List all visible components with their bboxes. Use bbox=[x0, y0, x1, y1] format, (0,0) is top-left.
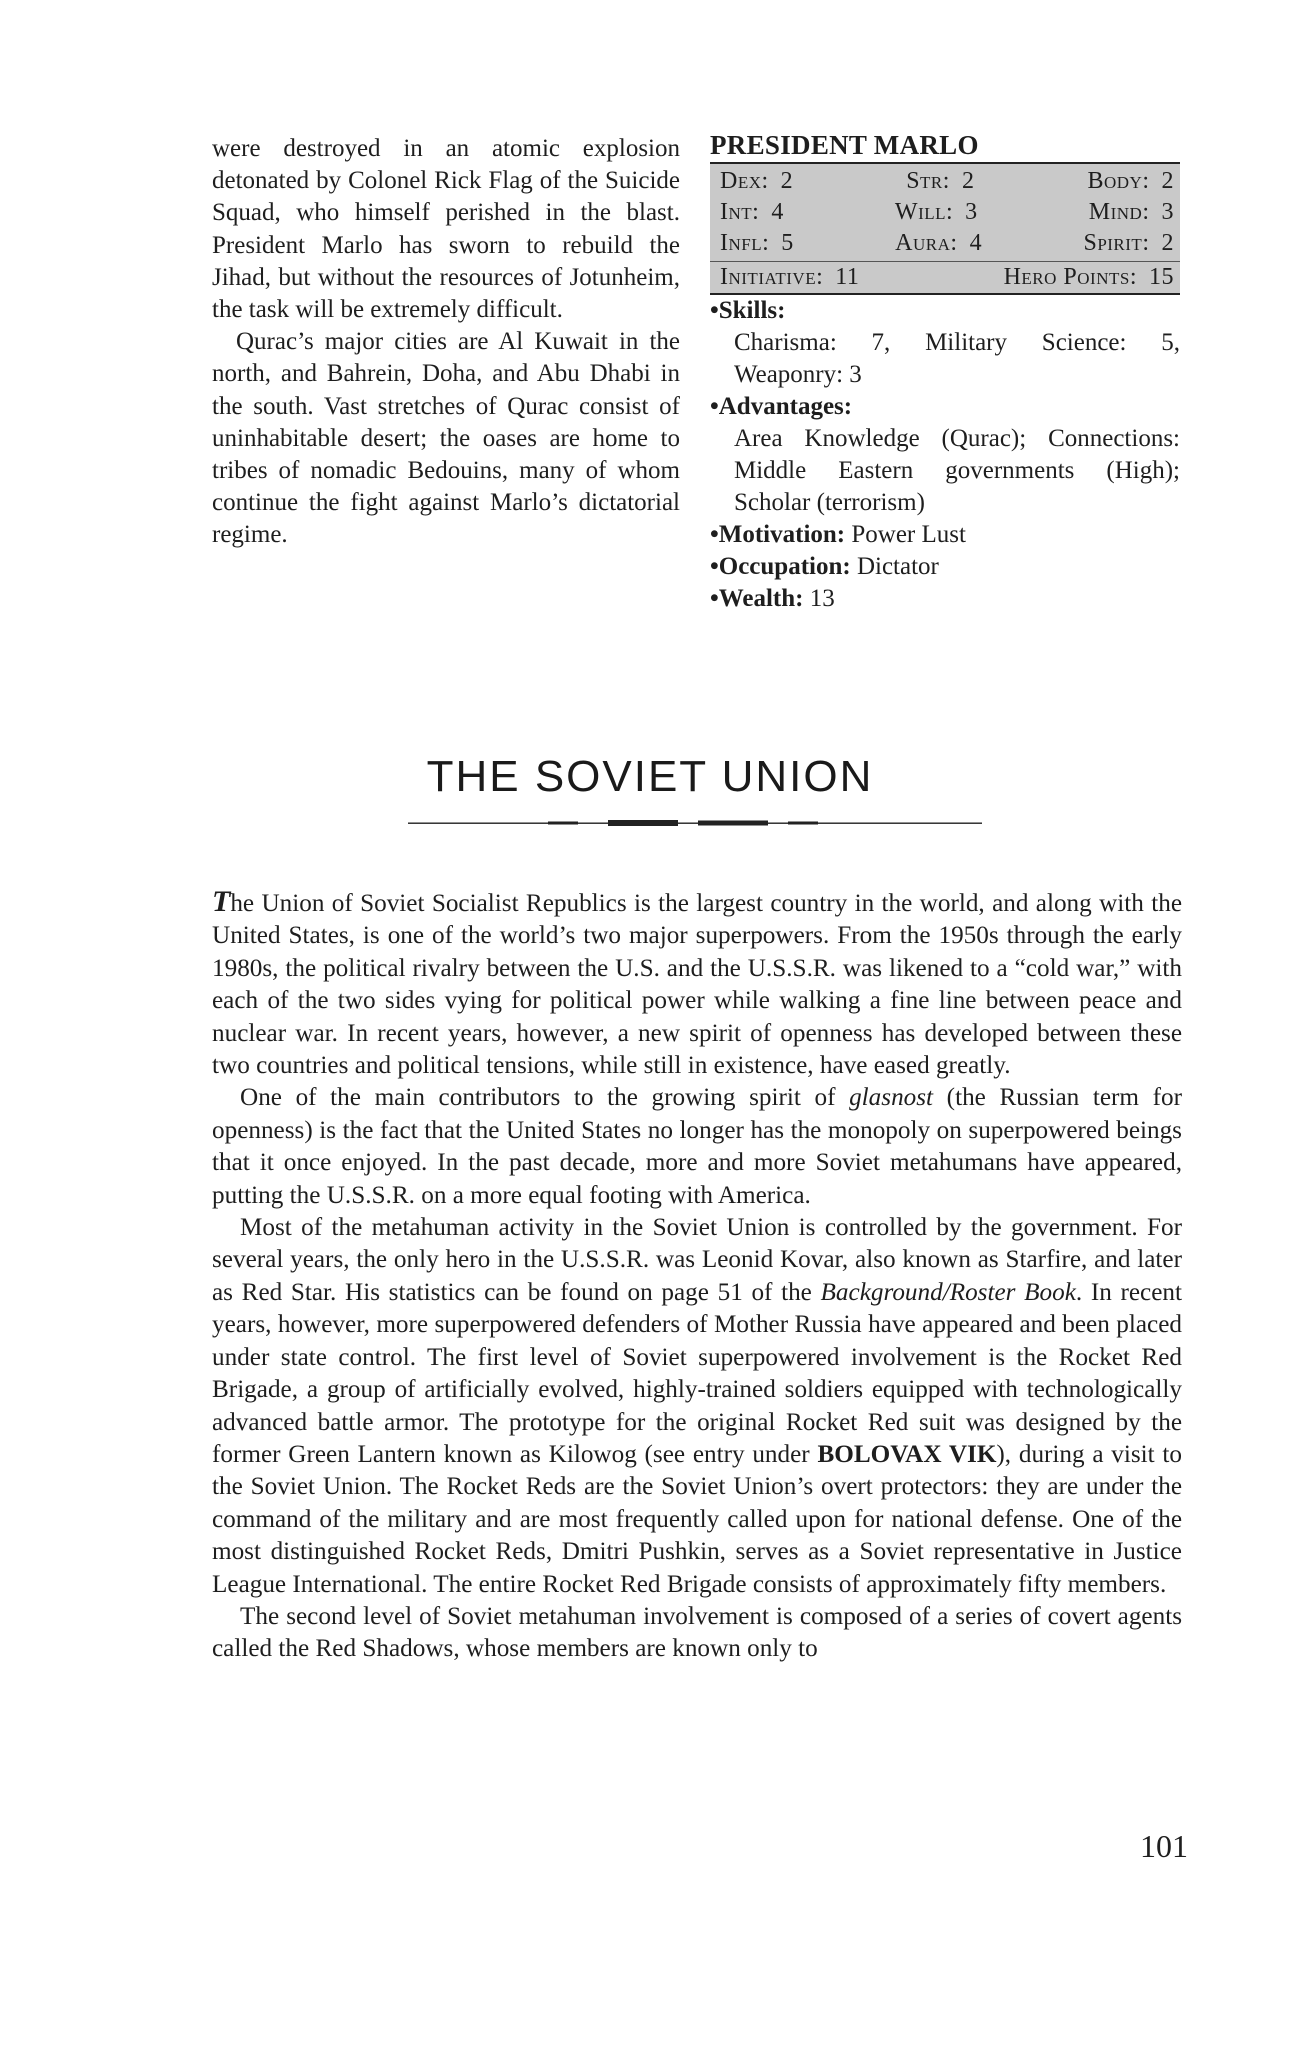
stat-label-mind: Mind: bbox=[1088, 199, 1150, 225]
stat-value-infl: 5 bbox=[781, 230, 794, 256]
stat-value-initiative: 11 bbox=[835, 264, 860, 290]
stat-row-mystical bbox=[710, 228, 1180, 259]
wealth-label: •Wealth: bbox=[710, 585, 804, 612]
page-number: 101 bbox=[1140, 1828, 1188, 1864]
stat-label-int: Int: bbox=[720, 199, 760, 225]
motivation-label: •Motivation: bbox=[710, 521, 846, 548]
stat-label-str: Str: bbox=[906, 168, 950, 194]
stat-label-dex: Dex: bbox=[720, 168, 769, 194]
stat-row-mental bbox=[710, 197, 1180, 228]
stat-value-hero-points: 15 bbox=[1149, 264, 1174, 290]
stat-label-body: Body: bbox=[1087, 168, 1150, 194]
stat-value-will: 3 bbox=[965, 199, 978, 225]
stat-row-initiative bbox=[710, 261, 1180, 293]
drop-cap: T bbox=[212, 885, 231, 918]
stat-value-dex: 2 bbox=[780, 168, 794, 194]
stat-value-aura: 4 bbox=[969, 230, 983, 256]
npc-details bbox=[710, 295, 1180, 615]
stat-value-mind: 3 bbox=[1161, 199, 1174, 225]
stat-label-infl: Infl: bbox=[720, 230, 770, 256]
main-paragraph-4: The second level of Soviet metahuman involvement is composed of a series of covert agents called the Red Shadows, whose members are known only to bbox=[212, 1602, 1182, 1663]
stat-value-spirit: 2 bbox=[1161, 230, 1174, 256]
stat-table bbox=[710, 162, 1180, 295]
stat-label-hero-points: Hero Points: bbox=[1003, 264, 1137, 290]
main-paragraph-3: Most of the metahuman activity in the Soviet Union is controlled by the government. For several years, the only hero in the U.S.S.R. was Leonid Kovar, also known as Starfire, and later as Red Star. His statistics can be found on page 51 of the Background/Roster Book. In recent years, however, more superpowered defenders of Mother Russia have appeared and been placed under state control. The first level of Soviet superpowered involvement is the Rocket Red Brigade, a group of artificially evolved, highly-trained soldiers equipped with technologically advanced battle armor. The prototype for the original Rocket Red suit was designed by the former Green Lantern known as Kilowog (see entry under BOLOVAX VIK), during a visit to the Soviet Union. The Rocket Reds are the Soviet Union’s overt protectors: they are under the command of the military and are most frequently called upon for national defense. One of the most distinguished Rocket Reds, Dmitri Pushkin, serves as a Soviet representative in Justice League International. The entire Rocket Red Brigade consists of approximately fifty members. bbox=[212, 1214, 1183, 1598]
decorative-title-rule bbox=[408, 820, 982, 826]
main-paragraph-2: One of the main contributors to the growing spirit of glasnost (the Russian term for openness) is the fact that the United States no longer has the monopoly on superpowered beings that it once enjoyed. In the past decade, more and more Soviet metahumans have appeared, putting the U.S.S.R. on a more equal footing with America. bbox=[212, 1084, 1182, 1209]
stat-label-initiative: Initiative: bbox=[720, 264, 824, 290]
occupation-label: •Occupation: bbox=[710, 553, 851, 580]
stat-label-will: Will: bbox=[894, 199, 954, 225]
main-text bbox=[212, 886, 1182, 1666]
main-paragraph-1: The Union of Soviet Socialist Republics is the largest country in the world, and along with the United States, is one of the world’s two major superpowers. From the 1950s through the early 1980s, the political rivalry between the U.S. and the U.S.S.R. was likened to a “cold war,” with each of the two sides vying for political power while walking a fine line between peace and nuclear war. In recent years, however, a new spirit of openness has developed between these two countries and political tensions, while still in existence, have eased greatly. bbox=[212, 885, 1182, 1080]
glasnost-term: glasnost bbox=[849, 1084, 934, 1112]
stat-row-physical bbox=[710, 166, 1180, 197]
left-paragraph-2: Qurac’s major cities are Al Kuwait in the north, and Bahrein, Doha, and Abu Dhabi in the south. Vast stretches of Qurac consist of uninhabitable desert; the oases are home to tribes of nomadic Bedouins, many of whom continue the fight against Marlo’s dictatorial regime. bbox=[212, 328, 680, 549]
occupation-value: Dictator bbox=[856, 553, 939, 580]
book-reference: Background/Roster Book bbox=[820, 1278, 1076, 1306]
npc-name: PRESIDENT MARLO bbox=[710, 130, 979, 160]
left-column bbox=[212, 133, 680, 552]
stat-value-body: 2 bbox=[1161, 168, 1174, 194]
advantages-label: •Advantages: bbox=[710, 393, 853, 420]
skills-text: Charisma: 7, Military Science: 5, Weaponry: 3 bbox=[734, 329, 1180, 388]
stat-value-str: 2 bbox=[961, 168, 975, 194]
wealth-value: 13 bbox=[809, 585, 835, 612]
cross-reference: BOLOVAX VIK bbox=[817, 1440, 997, 1468]
skills-label: •Skills: bbox=[710, 297, 786, 324]
advantages-text: Area Knowledge (Qurac); Connections: Middle Eastern governments (High); Scholar (terrorism) bbox=[734, 425, 1180, 516]
stat-value-int: 4 bbox=[771, 199, 784, 225]
motivation-value: Power Lust bbox=[851, 521, 966, 548]
stat-label-aura: Aura: bbox=[895, 230, 958, 256]
section-title: THE SOVIET UNION bbox=[426, 752, 874, 801]
stat-label-spirit: Spirit: bbox=[1083, 230, 1150, 256]
npc-stat-block bbox=[710, 130, 1180, 615]
left-paragraph-1: were destroyed in an atomic explosion detonated by Colonel Rick Flag of the Suicide Squad, who himself perished in the blast. President Marlo has sworn to rebuild the Jihad, but without the resources of Jotunheim, the task will be extremely difficult. bbox=[212, 135, 680, 324]
